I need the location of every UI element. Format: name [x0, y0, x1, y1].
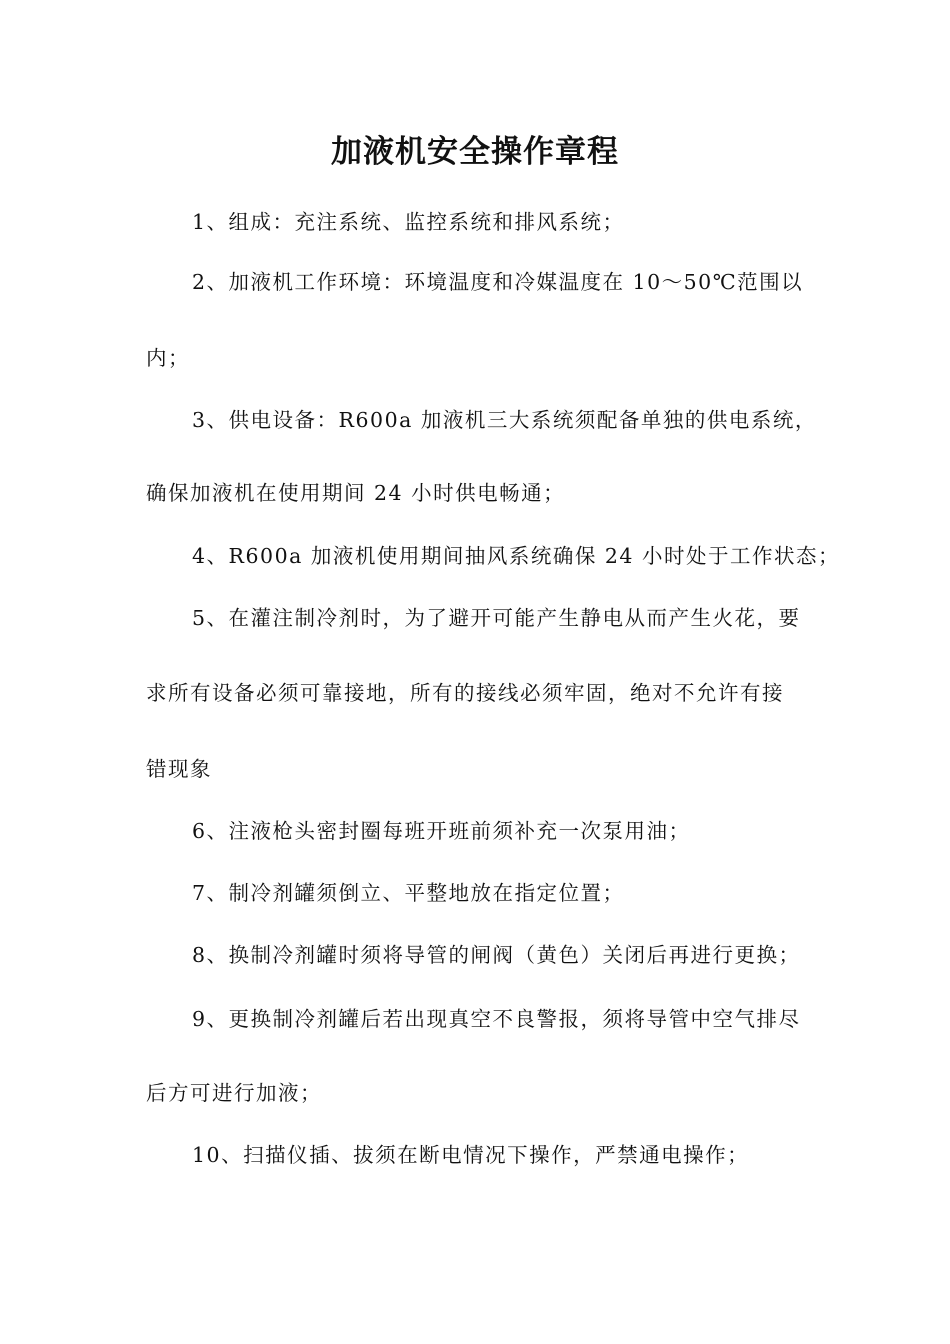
item-5-line-3: 错现象	[146, 757, 212, 781]
item-4-line-1: 4、R600a 加液机使用期间抽风系统确保 24 小时处于工作状态；	[192, 544, 840, 568]
item-7-line-1: 7、制冷剂罐须倒立、平整地放在指定位置；	[192, 881, 625, 905]
item-5-line-1: 5、在灌注制冷剂时，为了避开可能产生静电从而产生火花，要	[192, 606, 801, 630]
item-10-line-1: 10、扫描仪插、拔须在断电情况下操作，严禁通电操作；	[192, 1143, 750, 1167]
item-1-line-1: 1、组成：充注系统、监控系统和排风系统；	[192, 210, 625, 234]
item-5-line-2: 求所有设备必须可靠接地，所有的接线必须牢固，绝对不允许有接	[146, 681, 784, 705]
item-2-line-1: 2、加液机工作环境：环境温度和冷媒温度在 10～50℃范围以	[192, 270, 804, 294]
item-9-line-2: 后方可进行加液；	[146, 1081, 322, 1105]
item-6-line-1: 6、注液枪头密封圈每班开班前须补充一次泵用油；	[192, 819, 691, 843]
item-9-line-1: 9、更换制冷剂罐后若出现真空不良警报，须将导管中空气排尽	[192, 1007, 801, 1031]
item-2-line-2: 内；	[146, 346, 190, 370]
item-3-line-2: 确保加液机在使用期间 24 小时供电畅通；	[146, 481, 566, 505]
item-3-line-1: 3、供电设备：R600a 加液机三大系统须配备单独的供电系统，	[192, 408, 817, 432]
document-title: 加液机安全操作章程	[331, 134, 619, 170]
item-8-line-1: 8、换制冷剂罐时须将导管的闸阀（黄色）关闭后再进行更换；	[192, 943, 801, 967]
